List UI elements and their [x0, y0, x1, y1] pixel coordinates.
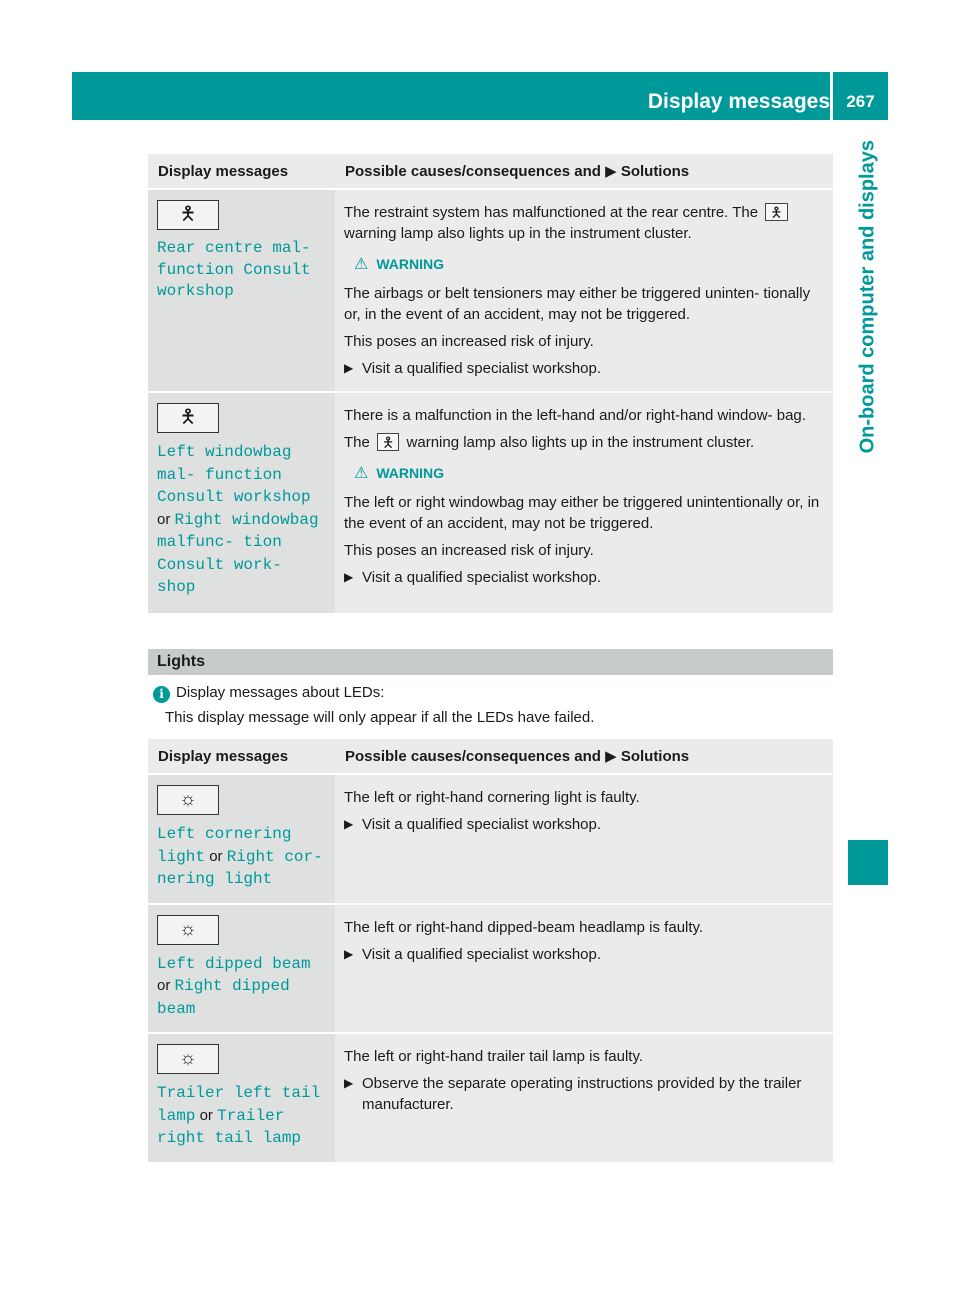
solution-step: ▶ Visit a qualified specialist workshop.	[344, 816, 602, 833]
section-title: Lights	[157, 653, 205, 670]
display-message: Trailer left tail lamp or Trailer right tail lamp	[157, 1084, 321, 1147]
airbag-messages-table	[148, 154, 833, 615]
page-number: 267	[846, 92, 875, 111]
table-row	[148, 775, 833, 905]
info-icon: i	[153, 686, 170, 703]
table-row	[148, 1034, 833, 1164]
bulb-icon: ☼	[157, 1044, 219, 1074]
info-text: Display messages about LEDs:	[176, 684, 385, 701]
cause-text: warning lamp also lights up in the instrument cluster.	[344, 225, 692, 242]
cause-text: The left or right-hand cornering light is faulty.	[344, 789, 640, 806]
solution-step: ▶ Observe the separate operating instructions provided by the trailer manufacturer.	[344, 1075, 802, 1113]
table-row	[148, 190, 833, 393]
risk-text: This poses an increased risk of injury.	[344, 542, 594, 559]
warning-text: The airbags or belt tensioners may either be triggered uninten- tionally or, in the event of an accident, may not be triggered.	[344, 285, 811, 323]
col-header-causes-solutions: Possible causes/consequences and ▶ Solutions	[335, 739, 833, 775]
airbag-warning-icon: 🯅	[157, 200, 219, 230]
cause-text: There is a malfunction in the left-hand and/or right-hand window- bag.	[344, 407, 806, 424]
risk-text: This poses an increased risk of injury.	[344, 333, 594, 350]
display-message: Rear centre mal- function Consult workshop	[157, 239, 311, 300]
table-row	[148, 905, 833, 1035]
arrow-right-icon: ▶	[344, 817, 354, 831]
arrow-right-icon: ▶	[344, 946, 354, 961]
warning-heading: ⚠ WARNING	[354, 256, 445, 273]
cause-text: warning lamp also lights up in the instrument cluster.	[406, 434, 755, 451]
cause-text: The	[344, 434, 370, 451]
cause-text: The restraint system has malfunctioned at the rear centre. The	[344, 204, 759, 221]
arrow-right-icon: ▶	[344, 570, 354, 584]
warning-text: The left or right windowbag may either be triggered unintentionally or, in the event of an accident, may not be triggered.	[344, 494, 820, 532]
col-header-causes-solutions: Possible causes/consequences and ▶ Solutions	[335, 154, 833, 190]
col-header-display-messages: Display messages	[148, 154, 335, 190]
display-message: Left dipped beam or Right dipped beam	[157, 954, 311, 1018]
warning-triangle-icon: ⚠	[354, 465, 369, 482]
warning-heading: ⚠ WARNING	[354, 465, 445, 482]
solution-step: ▶ Visit a qualified specialist workshop.	[344, 569, 602, 586]
col-header-display-messages: Display messages	[148, 739, 335, 775]
bulb-icon: ☼	[157, 785, 219, 815]
display-message: Left windowbag mal- function Consult workshop or Right windowbag malfunc- tion Consult work- shop	[157, 443, 319, 596]
airbag-warning-icon: 🯅	[765, 203, 787, 221]
airbag-warning-icon: 🯅	[157, 403, 219, 433]
arrow-right-icon: ▶	[344, 1076, 354, 1090]
lights-messages-table	[148, 739, 833, 1164]
info-text: This display message will only appear if all the LEDs have failed.	[165, 709, 595, 726]
cause-text: The left or right-hand dipped-beam headlamp is faulty.	[344, 918, 704, 936]
warning-triangle-icon: ⚠	[354, 256, 369, 273]
display-message: Left cornering light or Right cor- nering light	[157, 825, 323, 888]
solution-step: ▶ Visit a qualified specialist workshop.	[344, 945, 602, 963]
side-tab-marker	[848, 840, 888, 885]
table-row	[148, 393, 833, 615]
page-header-title: Display messages	[647, 90, 830, 113]
section-bar	[148, 649, 833, 675]
airbag-warning-icon: 🯅	[377, 433, 399, 451]
bulb-icon: ☼	[157, 915, 219, 945]
cause-text: The left or right-hand trailer tail lamp is faulty.	[344, 1048, 644, 1065]
side-tab-label: On-board computer and displays	[856, 140, 879, 454]
solution-step: ▶ Visit a qualified specialist workshop.	[344, 360, 602, 377]
arrow-right-icon: ▶	[344, 361, 354, 375]
